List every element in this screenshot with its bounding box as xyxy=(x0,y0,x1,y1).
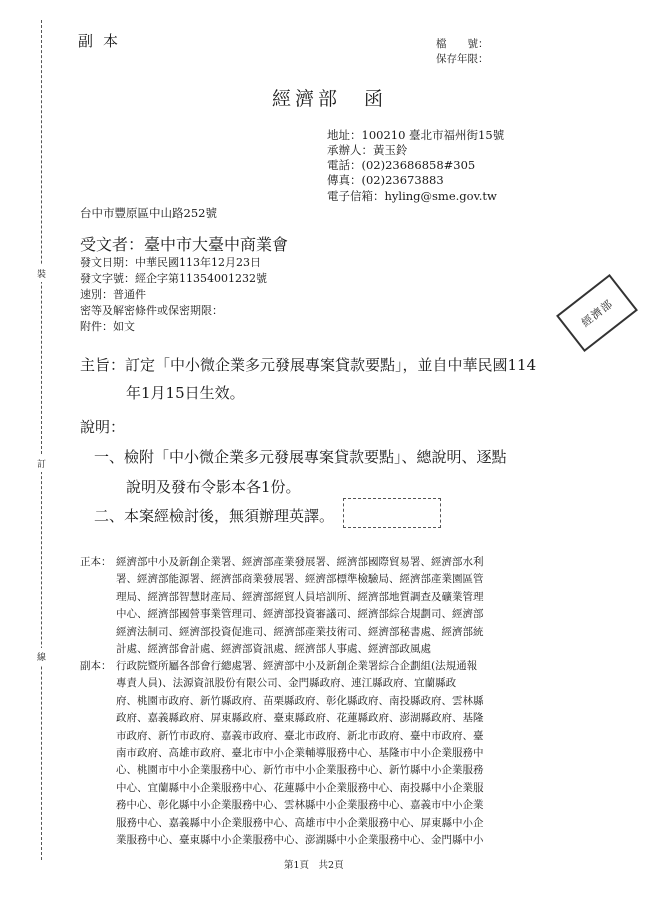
sender-fax: 傳真：(02)23673883 xyxy=(327,173,444,187)
sender-contact: 承辦人：黃玉鈴 xyxy=(327,143,408,157)
doc-date: 發文日期：中華民國113年12月23日 xyxy=(80,256,261,269)
official-stamp: 經濟部 xyxy=(556,274,638,352)
binding-mark-zhuang: 裝 xyxy=(37,265,46,282)
distribution-main-list xyxy=(116,554,484,658)
copy-line: 政府、嘉義縣政府、屏東縣政府、臺東縣政府、花蓮縣政府、澎湖縣政府、基隆 xyxy=(116,712,484,725)
retention-label: 保存年限： xyxy=(436,53,489,65)
sender-email: 電子信箱：hyling@sme.gov.tw xyxy=(327,189,497,203)
recipient: 受文者：臺中市大臺中商業會 xyxy=(80,235,289,254)
distribution-copy-label: 副本： xyxy=(80,660,112,672)
main-line: 理局、經濟部智慧財產局、經濟部經貿人員培訓所、經濟部地質調查及礦業管理 xyxy=(116,590,484,603)
doc-number: 發文字號：經企字第11354001232號 xyxy=(80,272,267,285)
copy-line: 心、桃園市中小企業服務中心、新竹市中小企業服務中心、新竹縣中小企業服務 xyxy=(116,764,484,777)
main-line: 中心、經濟部國營事業管理司、經濟部投資審議司、經濟部綜合規劃司、經濟部 xyxy=(116,608,484,621)
doc-attachment: 附件：如文 xyxy=(80,320,135,333)
distribution-copy-list xyxy=(116,658,484,849)
copy-line: 業服務中心、臺東縣中小企業服務中心、澎湖縣中小企業服務中心、金門縣中小 xyxy=(116,834,484,847)
explanation-item-1-line-1: 一、檢附「中小微企業多元發展專案貸款要點」、總說明、逐點 xyxy=(94,448,507,466)
copy-line: 市政府、新竹市政府、嘉義市政府、臺北市政府、新北市政府、臺中市政府、臺 xyxy=(116,729,484,742)
archive-no-label: 檔 號： xyxy=(436,38,489,50)
main-line: 經濟部中小及新創企業署、經濟部產業發展署、經濟部國際貿易署、經濟部水利 xyxy=(116,556,484,568)
explanation-item-1-line-2: 說明及發布令影本各1份。 xyxy=(126,478,301,496)
binding-line xyxy=(41,20,42,860)
doc-speed: 速別：普通件 xyxy=(80,288,146,301)
seal-stamp-box xyxy=(343,498,441,528)
copy-label: 副本 xyxy=(78,32,129,50)
subject-line-2: 年1月15日生效。 xyxy=(126,384,245,402)
explanation-item-2: 二、本案經檢討後，無須辦理英譯。 xyxy=(94,507,335,525)
main-line: 經濟法制司、經濟部投資促進司、經濟部產業技術司、經濟部秘書處、經濟部統 xyxy=(116,625,484,638)
binding-mark-ding: 訂 xyxy=(37,455,46,472)
copy-line: 府、桃園市政府、新竹縣政府、苗栗縣政府、彰化縣政府、南投縣政府、雲林縣 xyxy=(116,694,484,707)
copy-line: 專責人員)、法源資訊股份有限公司、金門縣政府、連江縣政府、宜蘭縣政 xyxy=(116,677,457,690)
sender-address: 地址：100210 臺北市福州街15號 xyxy=(327,128,505,142)
explanation-label: 說明： xyxy=(80,418,126,436)
copy-line: 南市政府、高雄市政府、臺北市中小企業輔導服務中心、基隆市中小企業服務中 xyxy=(116,747,484,760)
distribution-main-label: 正本： xyxy=(80,556,112,568)
recipient-address: 台中市豐原區中山路252號 xyxy=(80,206,217,220)
doc-security: 密等及解密條件或保密期限： xyxy=(80,304,223,317)
page-number: 第1頁 共2頁 xyxy=(284,860,344,871)
copy-line: 服務中心、嘉義縣中小企業服務中心、高雄市中小企業服務中心、屏東縣中小企 xyxy=(116,816,484,829)
main-line: 署、經濟部能源署、經濟部商業發展署、經濟部標準檢驗局、經濟部產業園區管 xyxy=(116,573,484,586)
sender-phone: 電話：(02)23686858#305 xyxy=(327,158,476,172)
binding-mark-xian: 線 xyxy=(37,648,46,665)
copy-line: 務中心、彰化縣中小企業服務中心、雲林縣中小企業服務中心、嘉義市中小企業 xyxy=(116,799,484,812)
copy-line: 行政院暨所屬各部會行總處署、經濟部中小及新創企業署綜合企劃組(法規通報 xyxy=(116,660,478,672)
page-title: 經濟部 函 xyxy=(272,88,388,110)
subject-line-1: 主旨：訂定「中小微企業多元發展專案貸款要點」，並自中華民國114 xyxy=(80,356,537,374)
copy-line: 中心、宜蘭縣中小企業服務中心、花蓮縣中小企業服務中心、南投縣中小企業服 xyxy=(116,781,484,794)
main-line: 計處、經濟部會計處、經濟部資訊處、經濟部人事處、經濟部政風處 xyxy=(116,643,431,656)
